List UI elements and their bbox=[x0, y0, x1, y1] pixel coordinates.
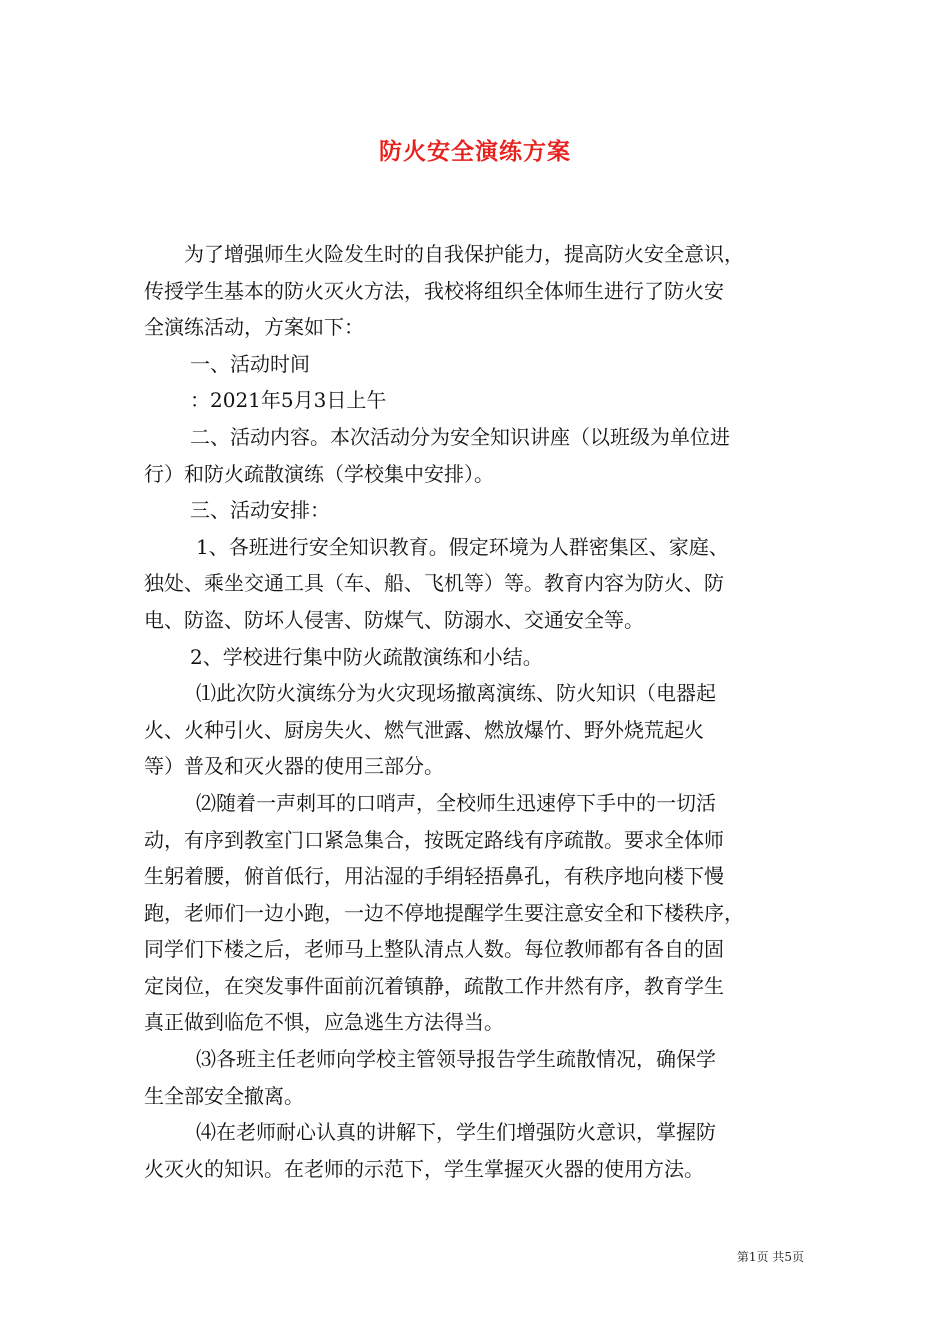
paragraph-line: 火、火种引火、厨房失火、燃气泄露、燃放爆竹、野外烧荒起火 bbox=[144, 717, 704, 742]
list-item: ⑵随着一声刺耳的口哨声，全校师生迅速停下手中的一切活 bbox=[196, 790, 716, 815]
paragraph-line: 火灭火的知识。在老师的示范下，学生掌握灭火器的使用方法。 bbox=[144, 1156, 704, 1181]
paragraph-line: ：2021年5月3日上午 bbox=[190, 388, 387, 413]
document-body bbox=[144, 236, 809, 1187]
list-item: ⑷在老师耐心认真的讲解下，学生们增强防火意识，掌握防 bbox=[196, 1120, 716, 1145]
paragraph-line: 同学们下楼之后，老师马上整队清点人数。每位教师都有各自的固 bbox=[144, 937, 724, 962]
paragraph-line: 电、防盗、防坏人侵害、防煤气、防溺水、交通安全等。 bbox=[144, 607, 644, 632]
paragraph-line: 全演练活动，方案如下： bbox=[144, 315, 364, 340]
paragraph-line: 生全部安全撤离。 bbox=[144, 1083, 304, 1108]
section-heading: 二、活动内容。本次活动分为安全知识讲座（以班级为单位进 bbox=[190, 424, 730, 449]
paragraph-line: 定岗位，在突发事件面前沉着镇静，疏散工作井然有序，教育学生 bbox=[144, 973, 724, 998]
paragraph-line: 传授学生基本的防火灭火方法，我校将组织全体师生进行了防火安 bbox=[144, 278, 724, 303]
paragraph-line: 生躬着腰，俯首低行，用沾湿的手绢轻捂鼻孔，有秩序地向楼下慢 bbox=[144, 864, 724, 889]
list-item: 1、各班进行安全知识教育。假定环境为人群密集区、家庭、 bbox=[196, 534, 729, 559]
paragraph-line: 真正做到临危不惧，应急逃生方法得当。 bbox=[144, 1010, 504, 1035]
paragraph-line: 独处、乘坐交通工具（车、船、飞机等）等。教育内容为防火、防 bbox=[144, 571, 724, 596]
paragraph-line: 动，有序到教室门口紧急集合，按既定路线有序疏散。要求全体师 bbox=[144, 827, 724, 852]
paragraph-line: 等）普及和灭火器的使用三部分。 bbox=[144, 754, 444, 779]
page-number: 第1页 共5页 bbox=[736, 1250, 804, 1264]
paragraph-line: 跑，老师们一边小跑，一边不停地提醒学生要注意安全和下楼秩序， bbox=[144, 900, 744, 925]
paragraph-line: 行）和防火疏散演练（学校集中安排）。 bbox=[144, 461, 494, 486]
paragraph-line: 为了增强师生火险发生时的自我保护能力，提高防火安全意识， bbox=[184, 242, 744, 266]
section-heading: 一、活动时间 bbox=[190, 351, 310, 376]
list-item: 2、学校进行集中防火疏散演练和小结。 bbox=[190, 644, 543, 669]
list-item: ⑴此次防火演练分为火灾现场撤离演练、防火知识（电器起 bbox=[196, 681, 716, 706]
list-item: ⑶各班主任老师向学校主管领导报告学生疏散情况，确保学 bbox=[196, 1047, 716, 1072]
document-title: 防火安全演练方案 bbox=[379, 138, 571, 165]
section-heading: 三、活动安排： bbox=[190, 498, 330, 523]
